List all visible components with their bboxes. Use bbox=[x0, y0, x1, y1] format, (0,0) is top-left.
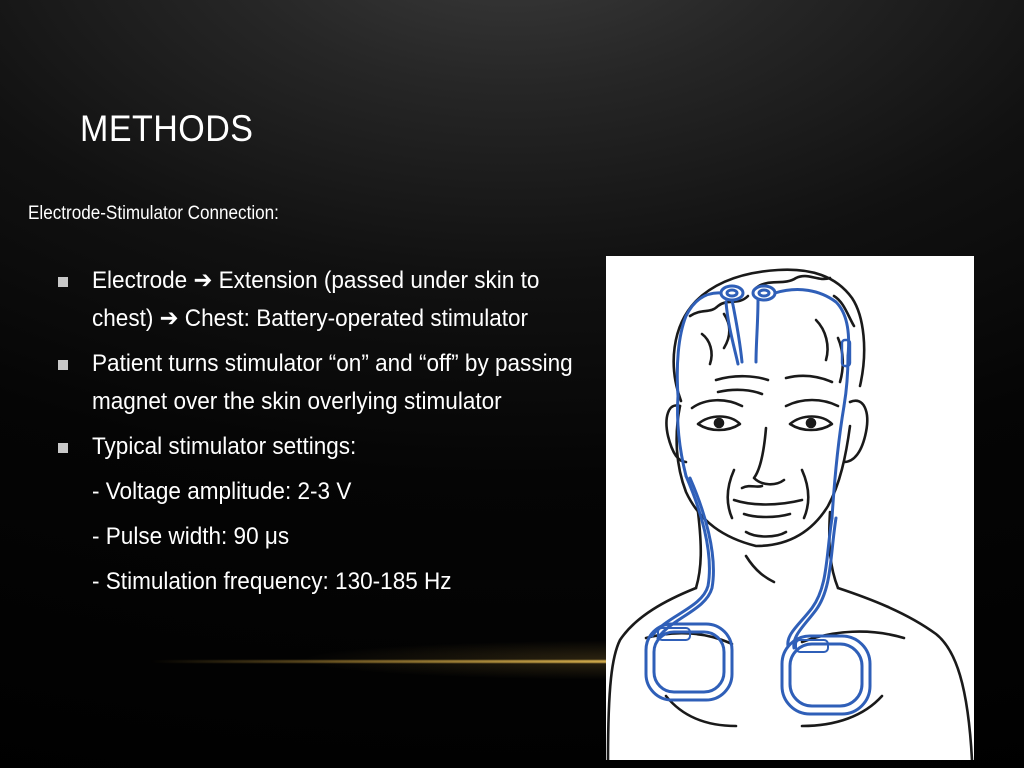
accent-line bbox=[150, 660, 620, 663]
bullet-item bbox=[56, 345, 576, 421]
bullet-marker-icon bbox=[58, 277, 68, 287]
bullet-text: Electrode ➔ Extension (passed under skin to chest) ➔ Chest: Battery-operated stimulator bbox=[92, 267, 540, 332]
bullet-marker-icon bbox=[58, 443, 68, 453]
slide-subtitle: Electrode-Stimulator Connection: bbox=[28, 203, 279, 224]
setting-item bbox=[56, 563, 576, 601]
bullet-item bbox=[56, 428, 576, 466]
bullet-text: Typical stimulator settings: bbox=[92, 433, 357, 460]
bullet-list bbox=[56, 262, 576, 608]
setting-text: - Voltage amplitude: 2-3 V bbox=[92, 478, 352, 505]
setting-item bbox=[56, 473, 576, 511]
patient-drawing-icon bbox=[606, 256, 974, 760]
bullet-marker-icon bbox=[58, 360, 68, 370]
slide-title: METHODS bbox=[80, 108, 254, 149]
setting-text: - Pulse width: 90 μs bbox=[92, 523, 290, 550]
setting-text: - Stimulation frequency: 130-185 Hz bbox=[92, 568, 452, 595]
setting-item bbox=[56, 518, 576, 556]
bullet-text: Patient turns stimulator “on” and “off” by passing magnet over the skin overlying stimulator bbox=[92, 350, 573, 415]
dbs-patient-illustration bbox=[606, 256, 974, 760]
bullet-item bbox=[56, 262, 576, 338]
